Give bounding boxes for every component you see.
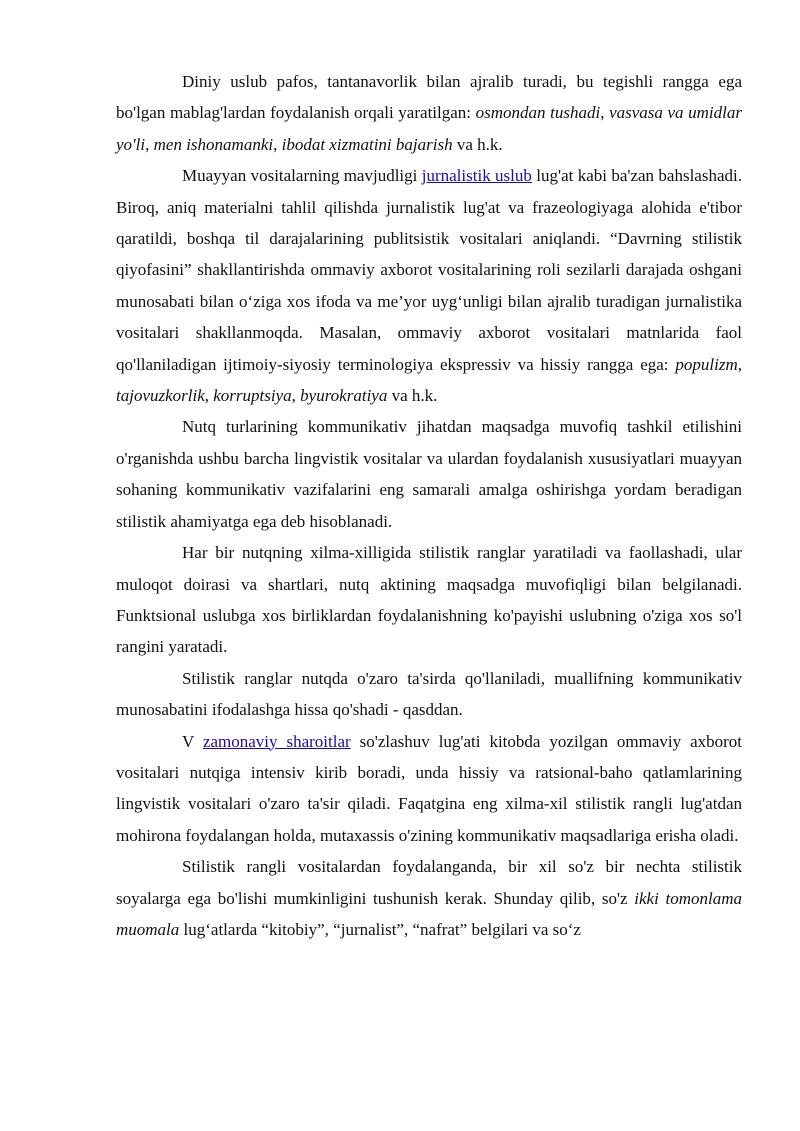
paragraph-stylistic-colors: Har bir nutqning xilma-xilligida stilistik ranglar yaratiladi va faollashadi, ular muloqot doirasi va shartlari, nutq aktining maqsadga muvofiqligi bilan belgilanadi. Funktsional uslubga xos birliklardan foydalanishning ko'payishi uslubning o'ziga xos so'l rangini yaratadi. <box>116 543 742 657</box>
text-run: , <box>145 134 154 154</box>
italic-term: men ishonamanki <box>153 134 274 154</box>
paragraph-speech-types: Nutq turlarining kommunikativ jihatdan maqsadga muvofiq tashkil etilishini o'rganishda ushbu barcha lingvistik vositalar va ulardan foydalanish xususiyatlari muayyan sohaning kommunikativ vazifalarini eng samarali amalga oshirishga yordam beradigan stilistik ahamiyatga ega deb hisoblanadi. <box>116 417 742 531</box>
paragraph-journalistic-means <box>116 160 742 411</box>
text-run: , <box>291 386 301 406</box>
italic-term: osmondan tushadi <box>475 103 601 123</box>
text-run: , <box>204 386 214 406</box>
text-run: lug'at kabi ba'zan bahslashadi. Biroq, aniq materialni tahlil qilishda jurnalistik lug'at va frazeologiyaga alohida e'tibor qaratildi, boshqa til darajalarining publitsistik vositalari aniqlandi. “Davrning stilistik qiyofasini” shakllantirishda ommaviy axborot vositalarining roli sezilarli darajada oshgani munosabati bilan o‘ziga xos ifoda va me’yor uyg‘unligi bilan ajralib turadigan jurnalistika vositalari shakllanmoqda. Masalan, ommaviy axborot vositalari matnlarida faol qo'llaniladigan ijtimoiy-siyosiy terminologiya ekspressiv va hissiy rangga ega: <box>116 166 742 374</box>
italic-term: populizm <box>675 354 738 374</box>
text-run: , <box>600 103 610 123</box>
text-run: V <box>182 731 203 751</box>
italic-term: korruptsiya <box>213 386 292 406</box>
link-zamonaviy-sharoitlar[interactable]: zamonaviy sharoitlar <box>202 731 351 751</box>
text-run: Muayyan vositalarning mavjudligi <box>182 166 422 186</box>
text-run: , <box>737 354 742 374</box>
text-run: va h.k. <box>387 386 438 406</box>
paragraph-modern-conditions <box>116 726 742 852</box>
text-run: lug‘atlarda “kitobiy”, “jurnalist”, “nafrat” belgilari va so‘z <box>179 919 581 939</box>
italic-term: byurokratiya <box>300 386 388 406</box>
link-jurnalistik-uslub[interactable]: jurnalistik uslub <box>421 166 532 186</box>
paragraph-interaction: Stilistik ranglar nutqda o'zaro ta'sirda qo'llaniladi, muallifning kommunikativ munosabatini ifodalashga hissa qo'shadi - qasddan. <box>116 668 742 720</box>
italic-term: tajovuzkorlik <box>116 386 205 406</box>
text-run: va h.k. <box>452 134 503 154</box>
text-run: Stilistik rangli vositalardan foydalanganda, bir xil so'z bir nechta stilistik soyalarga ega bo'lishi mumkinligini tushunish kerak. Shunday qilib, so'z <box>116 857 742 908</box>
paragraph-religious-style <box>116 66 742 160</box>
italic-term: ibodat xizmatini bajarish <box>281 134 453 154</box>
text-run: so'zlashuv lug'ati kitobda yozilgan ommaviy axborot vositalari nutqiga intensiv kirib boradi, unda hissiy va ratsional-baho qatlamlarining lingvistik vositalari o'zaro ta'sir qiladi. Faqatgina eng xilma-xil stilistik rangli lug'atdan mohirona foydalangan holda, mutaxassis o'zining kommunikativ maqsadlariga erisha oladi. <box>116 731 743 845</box>
text-run: , <box>273 134 282 154</box>
paragraph-stylistic-shades <box>116 851 742 945</box>
text-run: Diniy uslub pafos, tantanavorlik bilan ajralib turadi, bu tegishli rangga ega bo'lgan mablag'lardan foydalanish orqali yaratilgan: <box>116 72 742 123</box>
italic-term: vasvasa va umidlar yo'li <box>116 103 742 154</box>
italic-term: ikki tomonlama muomala <box>116 888 742 939</box>
document-page <box>116 66 742 945</box>
